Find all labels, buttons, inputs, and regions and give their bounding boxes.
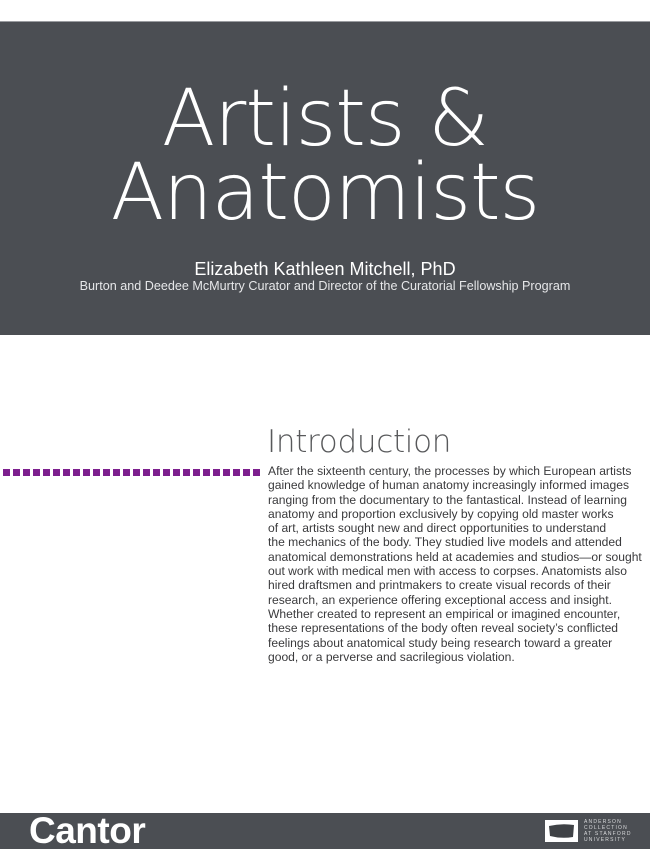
exhibition-title: [0, 74, 650, 238]
accent-square: [163, 469, 170, 476]
accent-dotted-rule: [3, 469, 260, 476]
paragraph-line: After the sixteenth century, the processes by which European artists: [268, 464, 632, 478]
accent-square: [113, 469, 120, 476]
accent-square: [253, 469, 260, 476]
paragraph-line: hired draftsmen and printmakers to create visual records of their: [268, 578, 611, 593]
paragraph-line: gained knowledge of human anatomy increasingly informed images: [268, 478, 630, 493]
paragraph-line: feelings about anatomical study being research toward a greater: [268, 635, 613, 650]
title-line-2: Anatomists: [110, 148, 540, 238]
accent-square: [123, 469, 130, 476]
paragraph-line: good, or a perverse and sacrilegious violation.: [268, 649, 515, 664]
accent-square: [23, 469, 30, 476]
paragraph-line: Whether created to represent an empirical or imagined encounter,: [268, 606, 621, 621]
accent-square: [13, 469, 20, 476]
accent-square: [103, 469, 110, 476]
paragraph-line: ranging from the documentary to the fantastical. Instead of learning: [268, 492, 627, 507]
anderson-collection-logo-icon: [545, 820, 578, 842]
accent-square: [173, 469, 180, 476]
paragraph-line: anatomical demonstrations held at academies and studios—or sought: [268, 549, 642, 564]
partner-line: COLLECTION: [584, 825, 628, 831]
author-name: Elizabeth Kathleen Mitchell, PhD: [194, 259, 456, 279]
paragraph-line: anatomy and proportion exclusively by copying old master works: [268, 506, 614, 521]
partner-line: UNIVERSITY: [584, 837, 627, 843]
accent-square: [193, 469, 200, 476]
paragraph-line: out work with medical men with access to corpses. Anatomists also: [268, 564, 627, 579]
author-role: Burton and Deedee McMurtry Curator and Director of the Curatorial Fellowship Program: [79, 279, 571, 293]
paragraph-line: of art, artists sought new and direct opportunities to understand: [268, 521, 607, 536]
paragraph-line: the mechanics of the body. They studied live models and attended: [268, 535, 622, 550]
title-banner: [0, 21, 650, 335]
accent-square: [93, 469, 100, 476]
accent-square: [233, 469, 240, 476]
accent-square: [63, 469, 70, 476]
accent-square: [203, 469, 210, 476]
anderson-collection-wordmark: [584, 819, 632, 843]
footer-bar: [0, 810, 650, 851]
accent-square: [223, 469, 230, 476]
accent-square: [213, 469, 220, 476]
section-heading: Introduction: [267, 424, 452, 460]
accent-square: [243, 469, 250, 476]
accent-square: [133, 469, 140, 476]
accent-square: [43, 469, 50, 476]
title-line-1: Artists &: [161, 74, 489, 164]
paragraph-line: research, an experience offering exceptional access and insight.: [268, 592, 612, 607]
partner-line: ANDERSON: [584, 819, 622, 825]
accent-square: [83, 469, 90, 476]
cantor-wordmark: Cantor: [29, 810, 146, 851]
partner-line: AT STANFORD: [584, 831, 632, 837]
accent-square: [73, 469, 80, 476]
accent-square: [53, 469, 60, 476]
accent-square: [153, 469, 160, 476]
paragraph-line: these representations of the body often reveal society’s conflicted: [268, 621, 619, 636]
accent-square: [3, 469, 10, 476]
accent-square: [143, 469, 150, 476]
intro-paragraph: [268, 464, 642, 664]
accent-square: [183, 469, 190, 476]
accent-square: [33, 469, 40, 476]
